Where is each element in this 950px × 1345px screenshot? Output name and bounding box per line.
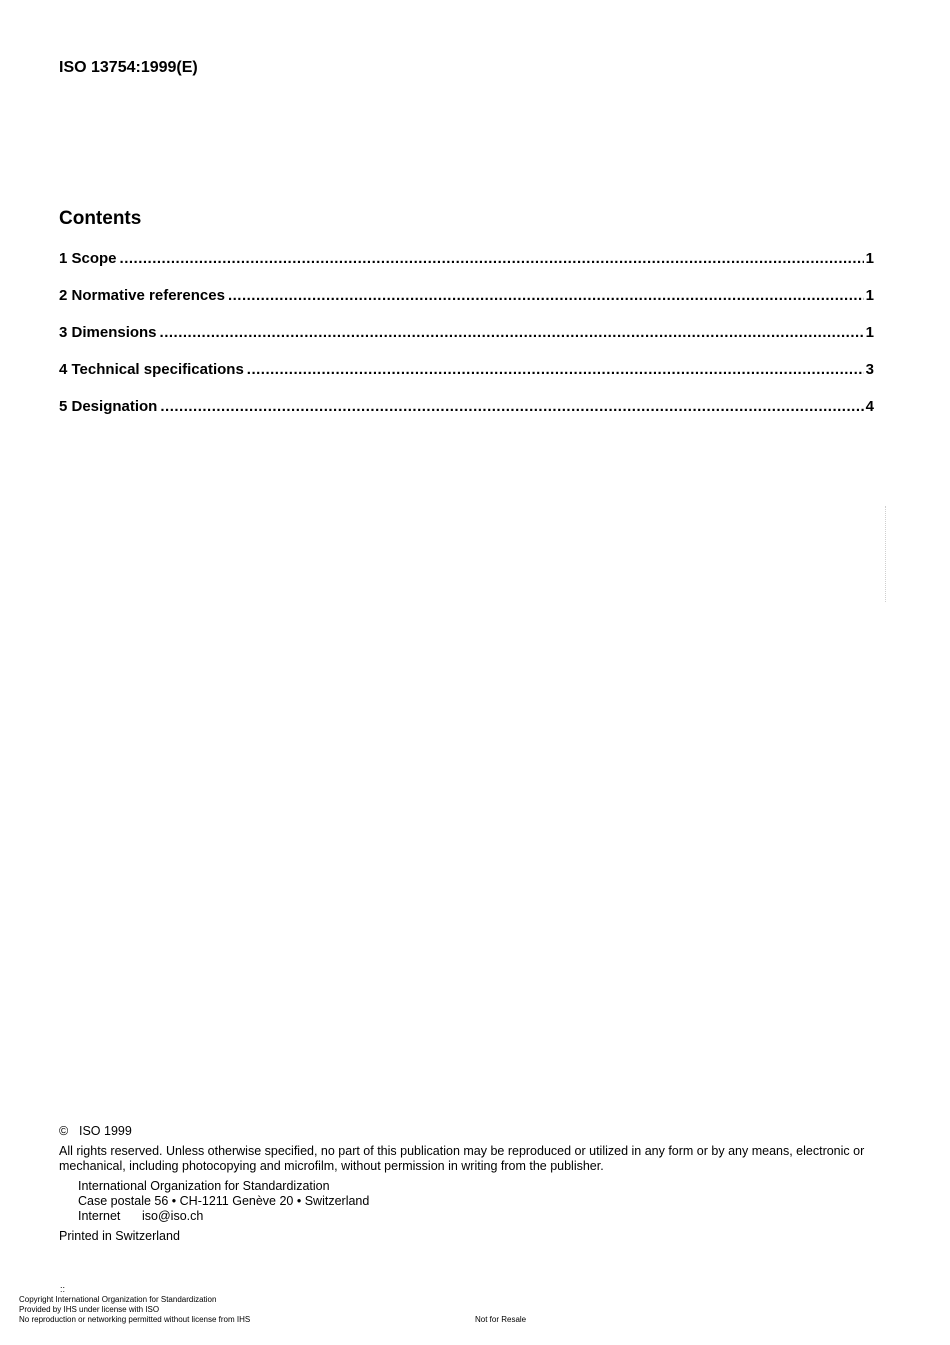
not-for-resale: Not for Resale — [475, 1315, 527, 1324]
internet-email-link[interactable]: iso@iso.ch — [142, 1209, 204, 1223]
copyright-line — [59, 1124, 879, 1139]
toc-entry-designation[interactable] — [59, 398, 874, 435]
copyright-icon: © — [59, 1124, 69, 1138]
toc-dot-leader — [120, 250, 864, 267]
copyright-block — [59, 1124, 879, 1244]
toc-dot-leader — [160, 324, 864, 341]
publisher-org: International Organization for Standardization — [78, 1179, 330, 1193]
license-footer — [19, 1295, 250, 1325]
internet-label: Internet — [78, 1209, 121, 1223]
toc-entry-page: 3 — [865, 361, 874, 378]
toc-entry-label: 3 Dimensions — [59, 324, 157, 341]
toc-entry-page: 4 — [865, 398, 874, 415]
publisher-internet — [78, 1209, 879, 1224]
margin-scan-marks — [885, 506, 889, 602]
toc-dot-leader — [160, 398, 863, 415]
copyright-year: ISO 1999 — [79, 1124, 132, 1138]
toc-entry-page: 1 — [865, 324, 874, 341]
toc-entry-label: 2 Normative references — [59, 287, 225, 304]
contents-heading: Contents — [59, 208, 142, 229]
toc-entry-dimensions[interactable] — [59, 324, 874, 361]
printed-in: Printed in Switzerland — [59, 1229, 180, 1243]
table-of-contents — [59, 250, 874, 435]
toc-entry-page: 1 — [865, 287, 874, 304]
toc-entry-normative-references[interactable] — [59, 287, 874, 324]
license-line: Copyright International Organization for Standardization — [19, 1295, 217, 1304]
rights-statement: All rights reserved. Unless otherwise specified, no part of this publication may be reproduced or utilized in any form or by any means, electronic or mechanical, including photocopying and microfilm, without permission in writing from the publisher. — [59, 1144, 865, 1173]
toc-entry-scope[interactable] — [59, 250, 874, 287]
toc-entry-page: 1 — [865, 250, 874, 267]
toc-entry-technical-specifications[interactable] — [59, 361, 874, 398]
toc-entry-label: 4 Technical specifications — [59, 361, 244, 378]
license-line: No reproduction or networking permitted without license from IHS — [19, 1315, 251, 1324]
footer-mark: :: — [60, 1284, 66, 1294]
publisher-postal: Case postale 56 • CH-1211 Genève 20 • Switzerland — [78, 1194, 370, 1208]
document-id: ISO 13754:1999(E) — [59, 59, 198, 76]
toc-dot-leader — [228, 287, 864, 304]
toc-entry-label: 1 Scope — [59, 250, 117, 267]
license-line: Provided by IHS under license with ISO — [19, 1305, 160, 1314]
toc-entry-label: 5 Designation — [59, 398, 158, 415]
toc-dot-leader — [247, 361, 864, 378]
publisher-address — [59, 1179, 879, 1224]
